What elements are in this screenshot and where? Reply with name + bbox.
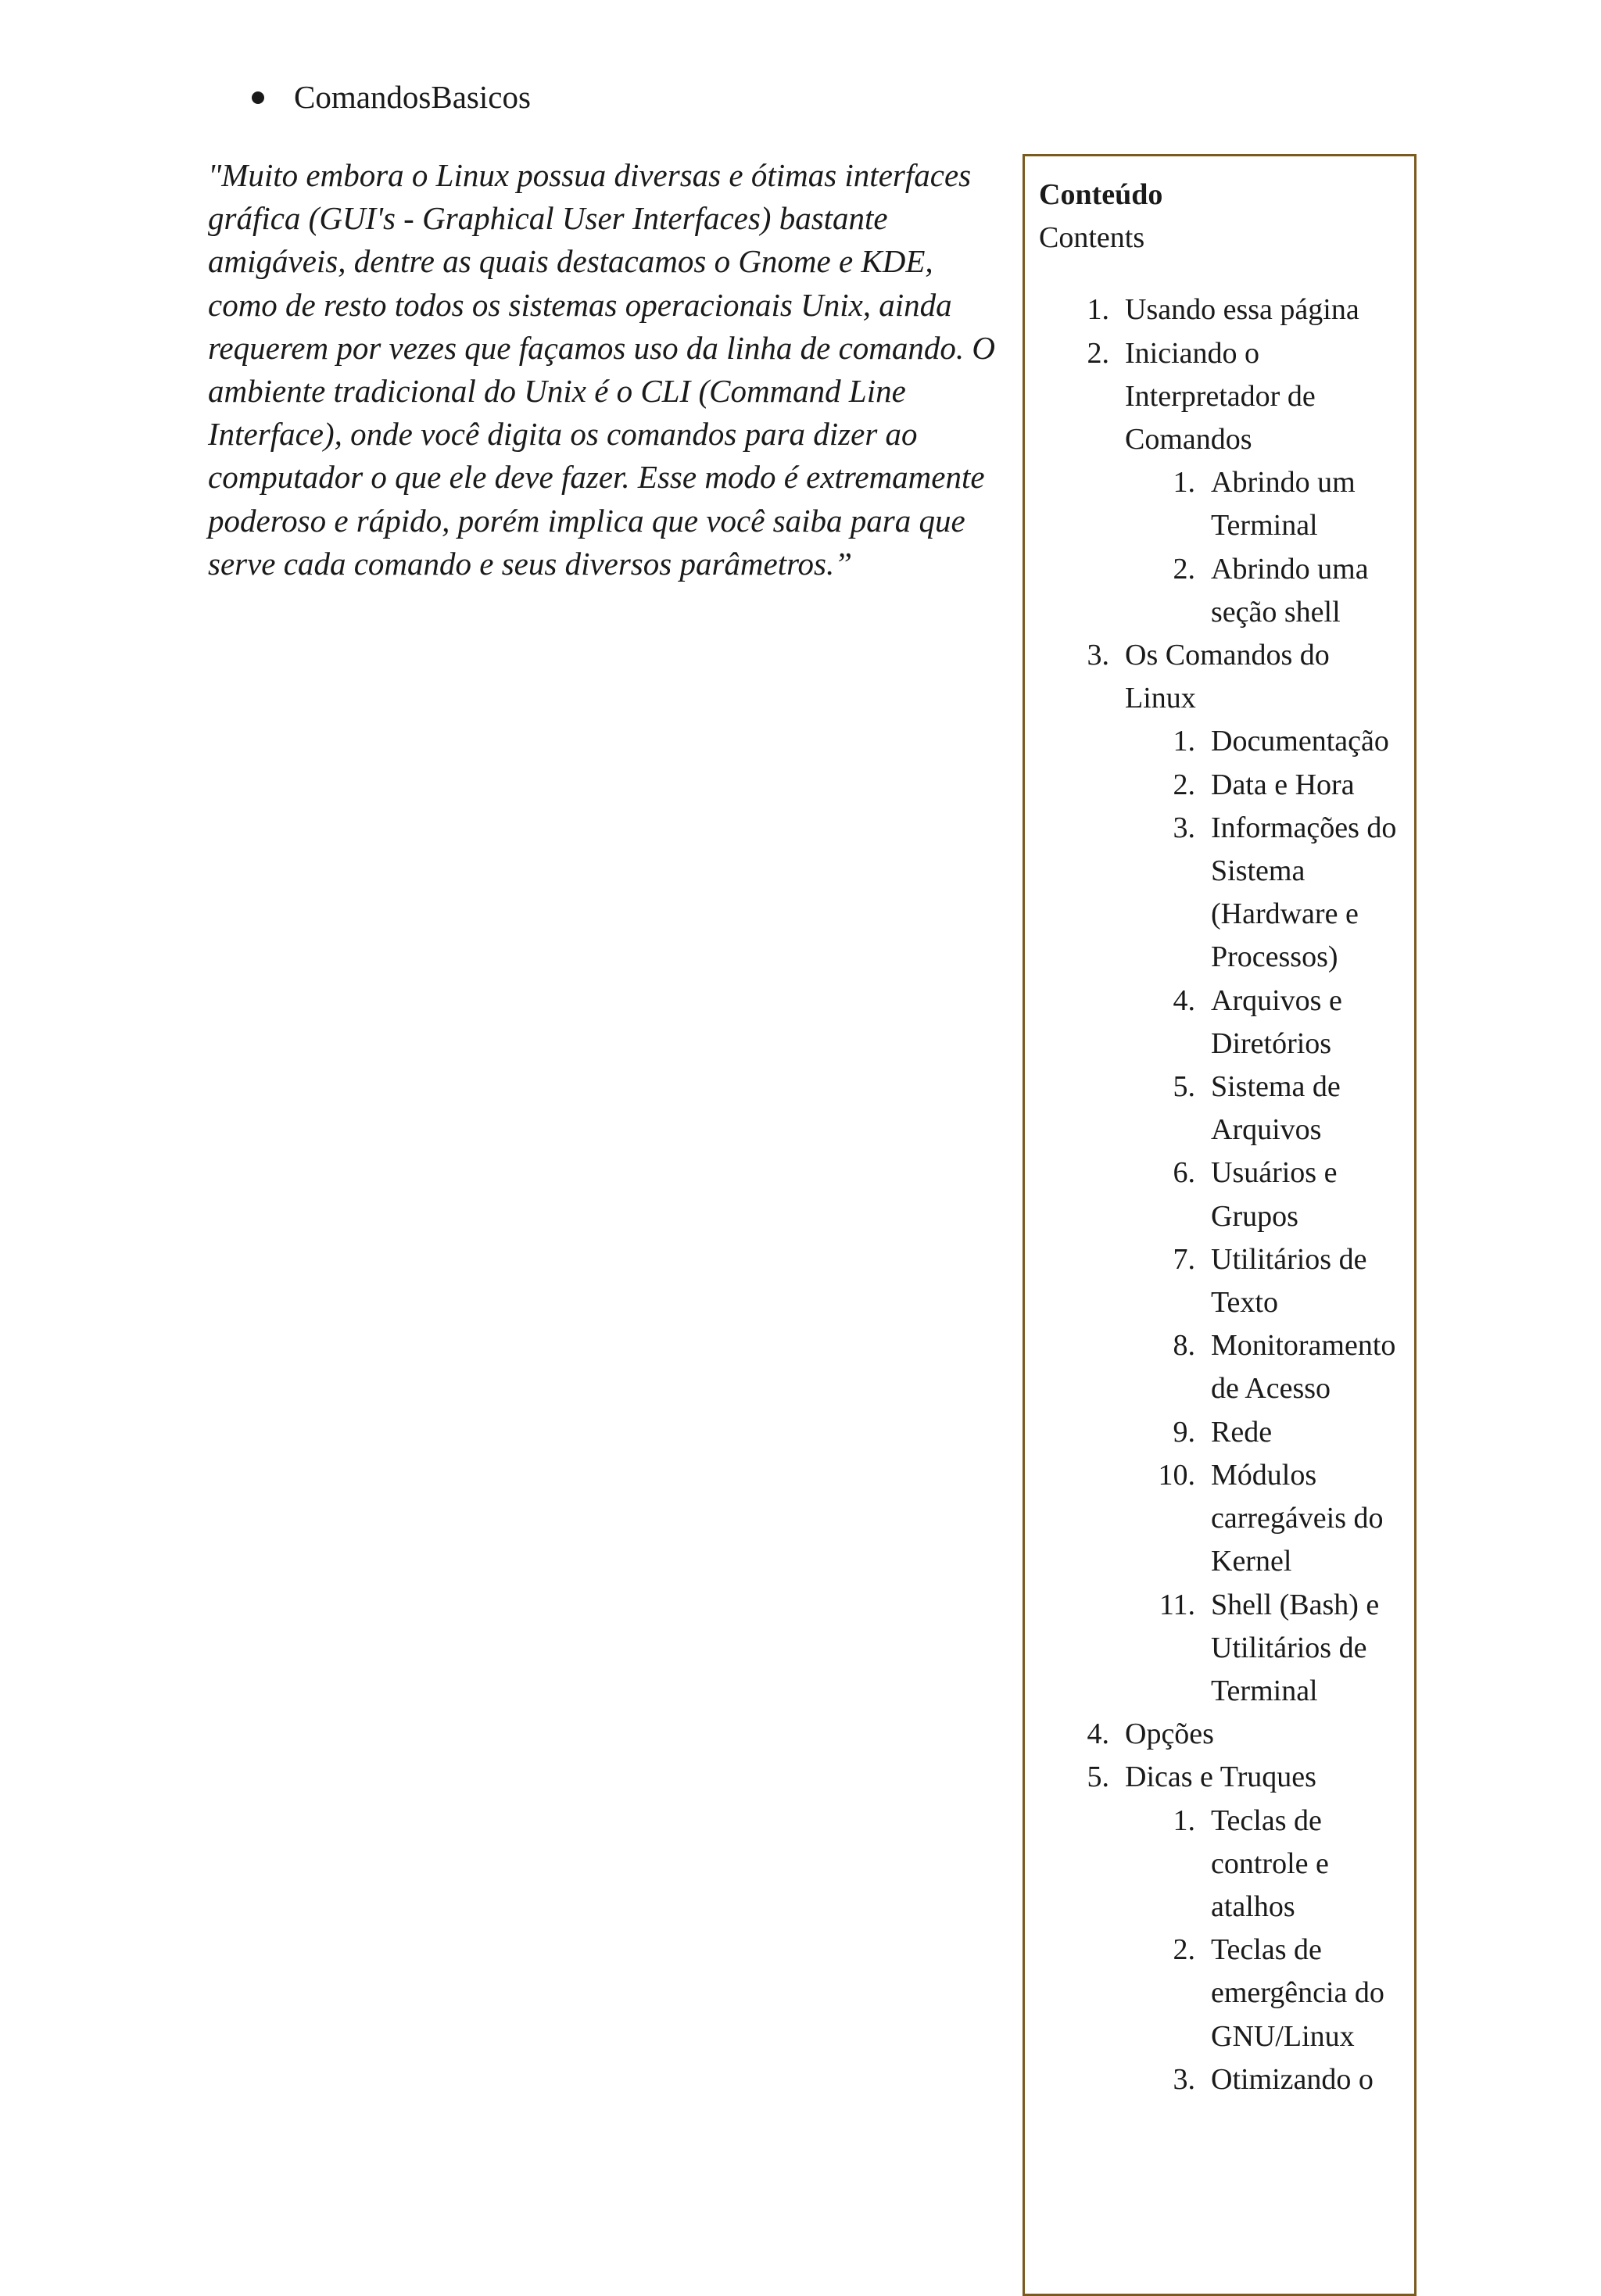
- toc-item[interactable]: [1125, 461, 1400, 547]
- toc-item[interactable]: [1125, 980, 1400, 1066]
- toc-link[interactable]: Abrindo uma seção shell: [1211, 552, 1369, 629]
- toc-link[interactable]: Módulos carregáveis do Kernel: [1211, 1458, 1384, 1578]
- toc-link[interactable]: Os Comandos do Linux: [1125, 639, 1330, 715]
- toc-item-number: 11.: [1159, 1588, 1195, 1621]
- toc-link[interactable]: Rede: [1211, 1415, 1273, 1449]
- toc-item-number: 2.: [1173, 768, 1195, 801]
- toc-item-number: 7.: [1173, 1242, 1195, 1276]
- toc-link[interactable]: Dicas e Truques: [1125, 1761, 1316, 1794]
- toc-item[interactable]: [1125, 1454, 1400, 1584]
- toc-item-number: 3.: [1173, 811, 1195, 844]
- toc-item[interactable]: [1125, 1152, 1400, 1238]
- toc-link[interactable]: Otimizando o: [1211, 2062, 1374, 2096]
- toc-link[interactable]: Abrindo um Terminal: [1211, 466, 1356, 543]
- toc-item[interactable]: [1039, 332, 1400, 634]
- toc-link[interactable]: Sistema de Arquivos: [1211, 1070, 1341, 1147]
- toc-title: Conteúdo: [1039, 178, 1163, 211]
- bullet-icon: [252, 91, 264, 104]
- toc-item[interactable]: [1125, 807, 1400, 980]
- toc-item[interactable]: [1125, 1800, 1400, 1929]
- toc-item-number: 2.: [1173, 552, 1195, 586]
- table-of-contents: [1023, 154, 1417, 2296]
- breadcrumb: [252, 75, 531, 119]
- toc-link[interactable]: Teclas de controle e atalhos: [1211, 1803, 1329, 1923]
- toc-sublist: [1125, 461, 1400, 634]
- toc-link[interactable]: Usando essa página: [1125, 293, 1359, 327]
- toc-item-number: 8.: [1173, 1329, 1195, 1363]
- toc-item[interactable]: [1125, 2058, 1400, 2101]
- toc-item[interactable]: [1125, 548, 1400, 634]
- toc-link[interactable]: Documentação: [1211, 725, 1389, 758]
- intro-quote: "Muito embora o Linux possua diversas e ótimas interfaces gráfica (GUI's - Graphical User Interfaces) bastante amigáveis, dentre as quais destacamos o Gnome e KDE, como de resto todos os sistemas operacionais Unix, ainda requerem por vezes que façamos uso da linha de comando. O ambiente tradicional do Unix é o CLI (Command Line Interface), onde você digita os comandos para dizer ao computador o que ele deve fazer. Esse modo é extremamente poderoso e rápido, porém implica que você saiba para que serve cada comando e seus diversos parâmetros.”: [208, 157, 995, 582]
- toc-item[interactable]: [1125, 764, 1400, 807]
- toc-item-number: 1.: [1173, 466, 1195, 500]
- toc-item[interactable]: [1039, 634, 1400, 1713]
- toc-item[interactable]: [1125, 1066, 1400, 1152]
- toc-link[interactable]: Arquivos e Diretórios: [1211, 983, 1342, 1060]
- toc-item-number: 2.: [1087, 336, 1109, 370]
- toc-item-number: 4.: [1087, 1718, 1109, 1751]
- toc-item-number: 1.: [1173, 1803, 1195, 1837]
- toc-item-number: 5.: [1173, 1070, 1195, 1104]
- toc-link[interactable]: Monitoramento de Acesso: [1211, 1329, 1396, 1406]
- toc-item[interactable]: [1039, 288, 1400, 331]
- toc-item[interactable]: [1039, 1756, 1400, 2101]
- toc-subtitle: Contents: [1039, 221, 1145, 255]
- toc-item[interactable]: [1125, 720, 1400, 763]
- toc-link[interactable]: Teclas de emergência do GNU/Linux: [1211, 1933, 1384, 2053]
- toc-sublist: [1125, 1800, 1400, 2101]
- toc-link[interactable]: Opções: [1125, 1718, 1214, 1751]
- toc-link[interactable]: Utilitários de Texto: [1211, 1242, 1367, 1320]
- toc-link[interactable]: Data e Hora: [1211, 768, 1355, 801]
- toc-item-number: 9.: [1173, 1415, 1195, 1449]
- toc-list: [1039, 288, 1400, 2101]
- toc-item-number: 3.: [1087, 639, 1109, 672]
- toc-link[interactable]: Shell (Bash) e Utilitários de Terminal: [1211, 1588, 1380, 1707]
- toc-link[interactable]: Informações do Sistema (Hardware e Processos): [1211, 811, 1397, 974]
- toc-item[interactable]: [1039, 1713, 1400, 1756]
- toc-item[interactable]: [1125, 1324, 1400, 1410]
- breadcrumb-item[interactable]: [252, 75, 531, 119]
- toc-item-number: 5.: [1087, 1761, 1109, 1794]
- toc-item[interactable]: [1125, 1584, 1400, 1714]
- toc-link[interactable]: Usuários e Grupos: [1211, 1156, 1338, 1233]
- toc-sublist: [1125, 720, 1400, 1713]
- toc-item[interactable]: [1125, 1238, 1400, 1324]
- toc-item-number: 10.: [1158, 1458, 1195, 1492]
- breadcrumb-item-label[interactable]: ComandosBasicos: [294, 79, 531, 115]
- toc-item[interactable]: [1125, 1411, 1400, 1454]
- toc-item[interactable]: [1125, 1929, 1400, 2058]
- toc-item-number: 2.: [1173, 1933, 1195, 1967]
- toc-item-number: 4.: [1173, 983, 1195, 1017]
- toc-item-number: 1.: [1173, 725, 1195, 758]
- toc-link[interactable]: Iniciando o Interpretador de Comandos: [1125, 336, 1316, 457]
- toc-item-number: 3.: [1173, 2062, 1195, 2096]
- toc-item-number: 6.: [1173, 1156, 1195, 1190]
- toc-item-number: 1.: [1087, 293, 1109, 327]
